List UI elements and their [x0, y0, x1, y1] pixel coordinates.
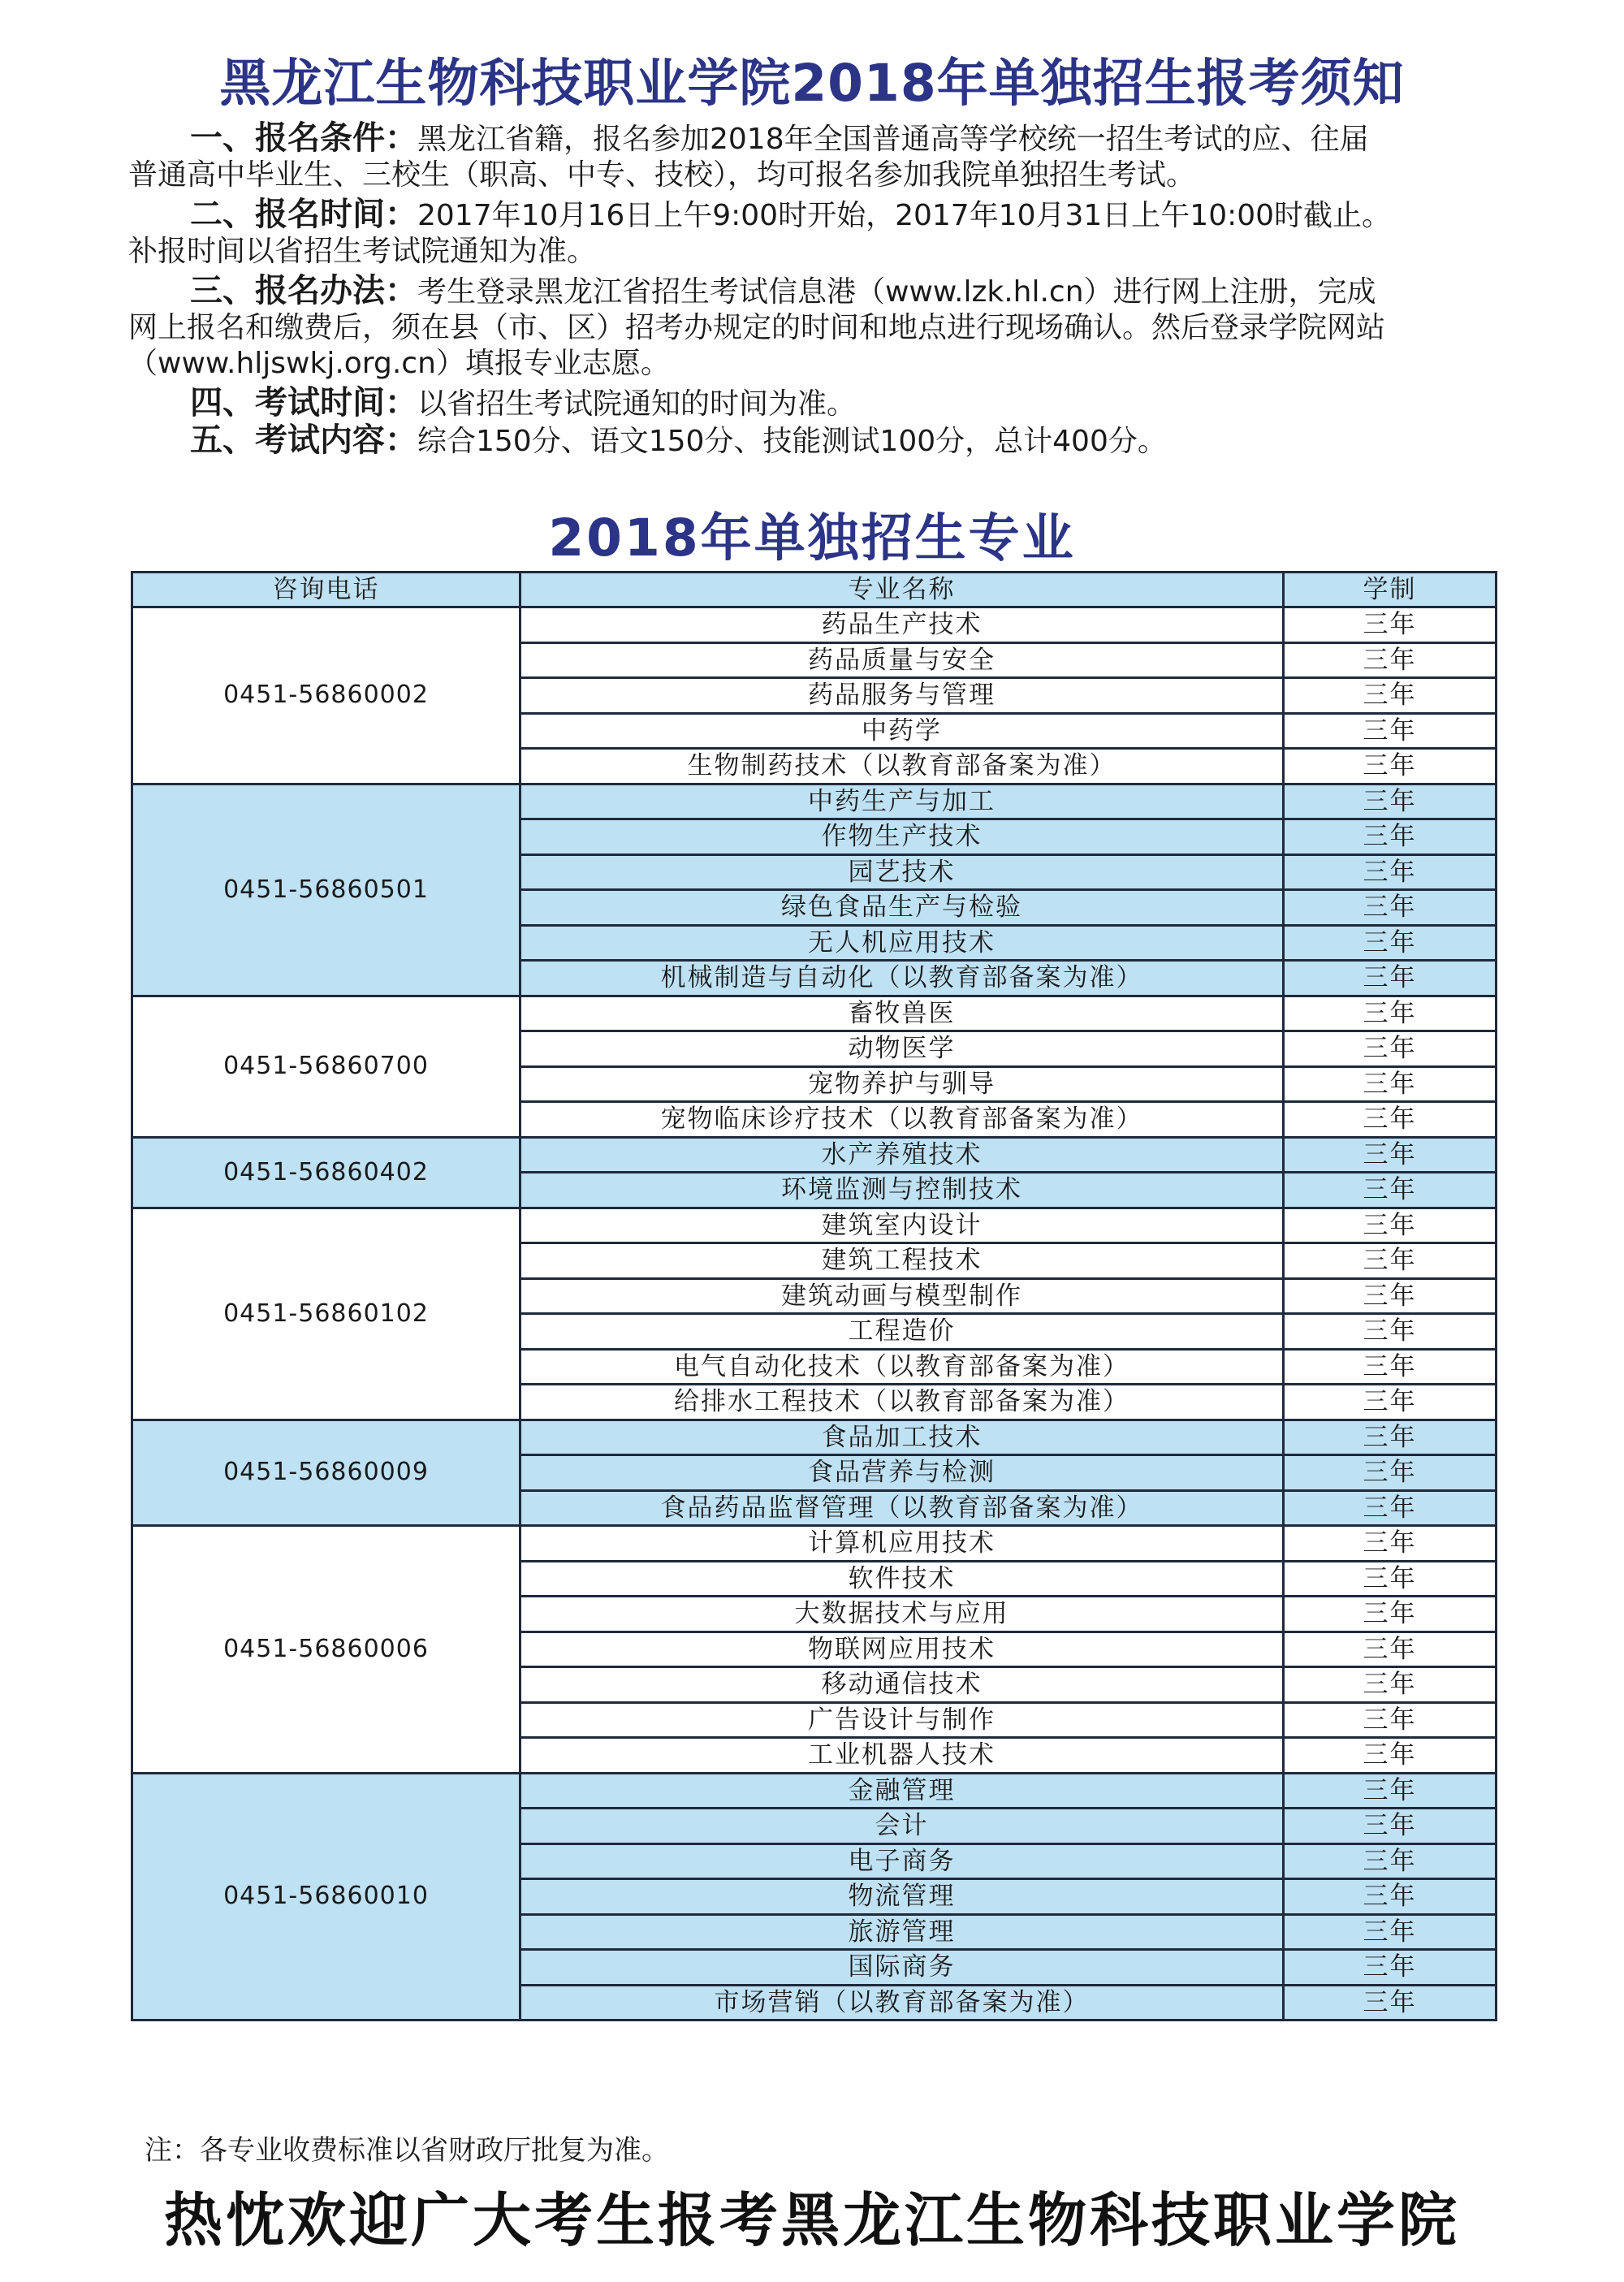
- major-cell: 计算机应用技术: [520, 1526, 1284, 1562]
- header-phone: 咨询电话: [132, 573, 520, 607]
- section-3-text-3: （www.hljswkj.org.cn）填报专业志愿。: [128, 347, 670, 380]
- major-cell: 国际商务: [520, 1950, 1284, 1986]
- duration-cell: 三年: [1284, 1208, 1497, 1243]
- duration-cell: 三年: [1284, 1137, 1497, 1173]
- major-cell: 会计: [520, 1809, 1284, 1844]
- section-3-label: 三、报名办法：: [190, 272, 417, 309]
- duration-cell: 三年: [1284, 678, 1497, 714]
- major-cell: 无人机应用技术: [520, 925, 1284, 961]
- table-row: [132, 1137, 1497, 1173]
- phone-cell: 0451-56860501: [132, 784, 520, 996]
- duration-cell: 三年: [1284, 1031, 1497, 1067]
- major-cell: 广告设计与制作: [520, 1702, 1284, 1738]
- header-duration: 学制: [1284, 573, 1497, 607]
- major-cell: 畜牧兽医: [520, 996, 1284, 1031]
- major-cell: 食品药品监督管理（以教育部备案为准）: [520, 1490, 1284, 1526]
- duration-cell: 三年: [1284, 1314, 1497, 1350]
- phone-cell: 0451-56860010: [132, 1773, 520, 2021]
- table-row: [132, 607, 1497, 643]
- duration-cell: 三年: [1284, 1702, 1497, 1738]
- major-cell: 环境监测与控制技术: [520, 1173, 1284, 1208]
- section-4-text: 以省招生考试院通知的时间为准。: [417, 387, 857, 421]
- duration-cell: 三年: [1284, 819, 1497, 855]
- duration-cell: 三年: [1284, 996, 1497, 1031]
- duration-cell: 三年: [1284, 1385, 1497, 1420]
- major-cell: 动物医学: [520, 1031, 1284, 1067]
- major-cell: 宠物临床诊疗技术（以教育部备案为准）: [520, 1102, 1284, 1138]
- section-5-text: 综合150分、语文150分、技能测试100分，总计400分。: [417, 425, 1167, 458]
- major-cell: 中药学: [520, 713, 1284, 749]
- duration-cell: 三年: [1284, 713, 1497, 749]
- major-cell: 建筑室内设计: [520, 1208, 1284, 1243]
- duration-cell: 三年: [1284, 1773, 1497, 1809]
- majors-table: [131, 571, 1497, 2021]
- section-1-text-2: 普通高中毕业生、三校生（职高、中专、技校），均可报名参加我院单独招生考试。: [128, 158, 1196, 192]
- section-1-text: 黑龙江省籍，报名参加2018年全国普通高等学校统一招生考试的应、往届: [417, 123, 1369, 156]
- major-cell: 药品服务与管理: [520, 678, 1284, 714]
- major-cell: 电子商务: [520, 1843, 1284, 1879]
- duration-cell: 三年: [1284, 1879, 1497, 1915]
- fee-note: 注：各专业收费标准以省财政厅批复为准。: [145, 2134, 669, 2167]
- major-cell: 机械制造与自动化（以教育部备案为准）: [520, 961, 1284, 996]
- phone-cell: 0451-56860402: [132, 1137, 520, 1208]
- table-row: [132, 1420, 1497, 1455]
- duration-cell: 三年: [1284, 784, 1497, 819]
- phone-cell: 0451-56860102: [132, 1208, 520, 1420]
- duration-cell: 三年: [1284, 1843, 1497, 1879]
- majors-table-body: [132, 607, 1497, 2021]
- intro-section: [128, 120, 1501, 460]
- header-major: 专业名称: [520, 573, 1284, 607]
- major-cell: 绿色食品生产与检验: [520, 890, 1284, 926]
- major-cell: 宠物养护与驯导: [520, 1066, 1284, 1102]
- table-row: [132, 1773, 1497, 1809]
- duration-cell: 三年: [1284, 607, 1497, 643]
- duration-cell: 三年: [1284, 890, 1497, 926]
- section-3-text: 考生登录黑龙江省招生考试信息港（www.lzk.hl.cn）进行网上注册，完成: [417, 275, 1376, 309]
- duration-cell: 三年: [1284, 1102, 1497, 1138]
- major-cell: 给排水工程技术（以教育部备案为准）: [520, 1385, 1284, 1420]
- major-cell: 药品质量与安全: [520, 642, 1284, 678]
- duration-cell: 三年: [1284, 1420, 1497, 1455]
- major-cell: 软件技术: [520, 1561, 1284, 1597]
- phone-cell: 0451-56860700: [132, 996, 520, 1137]
- duration-cell: 三年: [1284, 1950, 1497, 1986]
- section-1: [128, 120, 1501, 158]
- major-cell: 食品营养与检测: [520, 1455, 1284, 1491]
- section-2-text: 2017年10月16日上午9:00时开始，2017年10月31日上午10:00时截止。: [417, 199, 1392, 232]
- duration-cell: 三年: [1284, 1526, 1497, 1562]
- duration-cell: 三年: [1284, 1173, 1497, 1208]
- major-cell: 作物生产技术: [520, 819, 1284, 855]
- table-row: [132, 784, 1497, 819]
- duration-cell: 三年: [1284, 1632, 1497, 1667]
- welcome-footer: 热忱欢迎广大考生报考黑龙江生物科技职业学院: [163, 2186, 1460, 2254]
- duration-cell: 三年: [1284, 925, 1497, 961]
- duration-cell: 三年: [1284, 1914, 1497, 1950]
- major-cell: 中药生产与加工: [520, 784, 1284, 819]
- major-cell: 物流管理: [520, 1879, 1284, 1915]
- section-5: [128, 422, 1501, 460]
- section-2-text-2: 补报时间以省招生考试院通知为准。: [128, 235, 597, 268]
- duration-cell: 三年: [1284, 1490, 1497, 1526]
- section-4: [128, 385, 1501, 422]
- duration-cell: 三年: [1284, 1597, 1497, 1632]
- duration-cell: 三年: [1284, 1349, 1497, 1385]
- majors-heading: 2018年单独招生专业: [548, 508, 1076, 568]
- major-cell: 移动通信技术: [520, 1667, 1284, 1703]
- major-cell: 生物制药技术（以教育部备案为准）: [520, 749, 1284, 784]
- duration-cell: 三年: [1284, 642, 1497, 678]
- duration-cell: 三年: [1284, 1066, 1497, 1102]
- major-cell: 工业机器人技术: [520, 1738, 1284, 1774]
- section-5-label: 五、考试内容：: [190, 421, 417, 459]
- major-cell: 物联网应用技术: [520, 1632, 1284, 1667]
- phone-cell: 0451-56860009: [132, 1420, 520, 1526]
- duration-cell: 三年: [1284, 1809, 1497, 1844]
- duration-cell: 三年: [1284, 749, 1497, 784]
- section-2: [128, 197, 1501, 234]
- major-cell: 建筑动画与模型制作: [520, 1278, 1284, 1314]
- page-title: 黑龙江生物科技职业学院2018年单独招生报考须知: [219, 54, 1405, 113]
- duration-cell: 三年: [1284, 1278, 1497, 1314]
- major-cell: 建筑工程技术: [520, 1243, 1284, 1279]
- phone-cell: 0451-56860006: [132, 1526, 520, 1774]
- duration-cell: 三年: [1284, 1561, 1497, 1597]
- major-cell: 园艺技术: [520, 854, 1284, 890]
- duration-cell: 三年: [1284, 1738, 1497, 1774]
- duration-cell: 三年: [1284, 1985, 1497, 2021]
- major-cell: 工程造价: [520, 1314, 1284, 1350]
- table-row: [132, 1208, 1497, 1243]
- duration-cell: 三年: [1284, 1455, 1497, 1491]
- section-2-label: 二、报名时间：: [190, 196, 417, 233]
- major-cell: 电气自动化技术（以教育部备案为准）: [520, 1349, 1284, 1385]
- major-cell: 食品加工技术: [520, 1420, 1284, 1455]
- table-row: [132, 1526, 1497, 1562]
- duration-cell: 三年: [1284, 1667, 1497, 1703]
- duration-cell: 三年: [1284, 854, 1497, 890]
- section-4-label: 四、考试时间：: [190, 384, 417, 421]
- major-cell: 市场营销（以教育部备案为准）: [520, 1985, 1284, 2021]
- phone-cell: 0451-56860002: [132, 607, 520, 784]
- section-3-text-2: 网上报名和缴费后，须在县（市、区）招考办规定的时间和地点进行现场确认。然后登录学院网站: [128, 311, 1386, 344]
- duration-cell: 三年: [1284, 961, 1497, 996]
- major-cell: 水产养殖技术: [520, 1137, 1284, 1173]
- major-cell: 金融管理: [520, 1773, 1284, 1809]
- duration-cell: 三年: [1284, 1243, 1497, 1279]
- table-row: [132, 996, 1497, 1031]
- major-cell: 大数据技术与应用: [520, 1597, 1284, 1632]
- section-1-label: 一、报名条件：: [190, 119, 417, 157]
- major-cell: 药品生产技术: [520, 607, 1284, 643]
- major-cell: 旅游管理: [520, 1914, 1284, 1950]
- table-header-row: [132, 573, 1497, 607]
- section-3: [128, 273, 1501, 310]
